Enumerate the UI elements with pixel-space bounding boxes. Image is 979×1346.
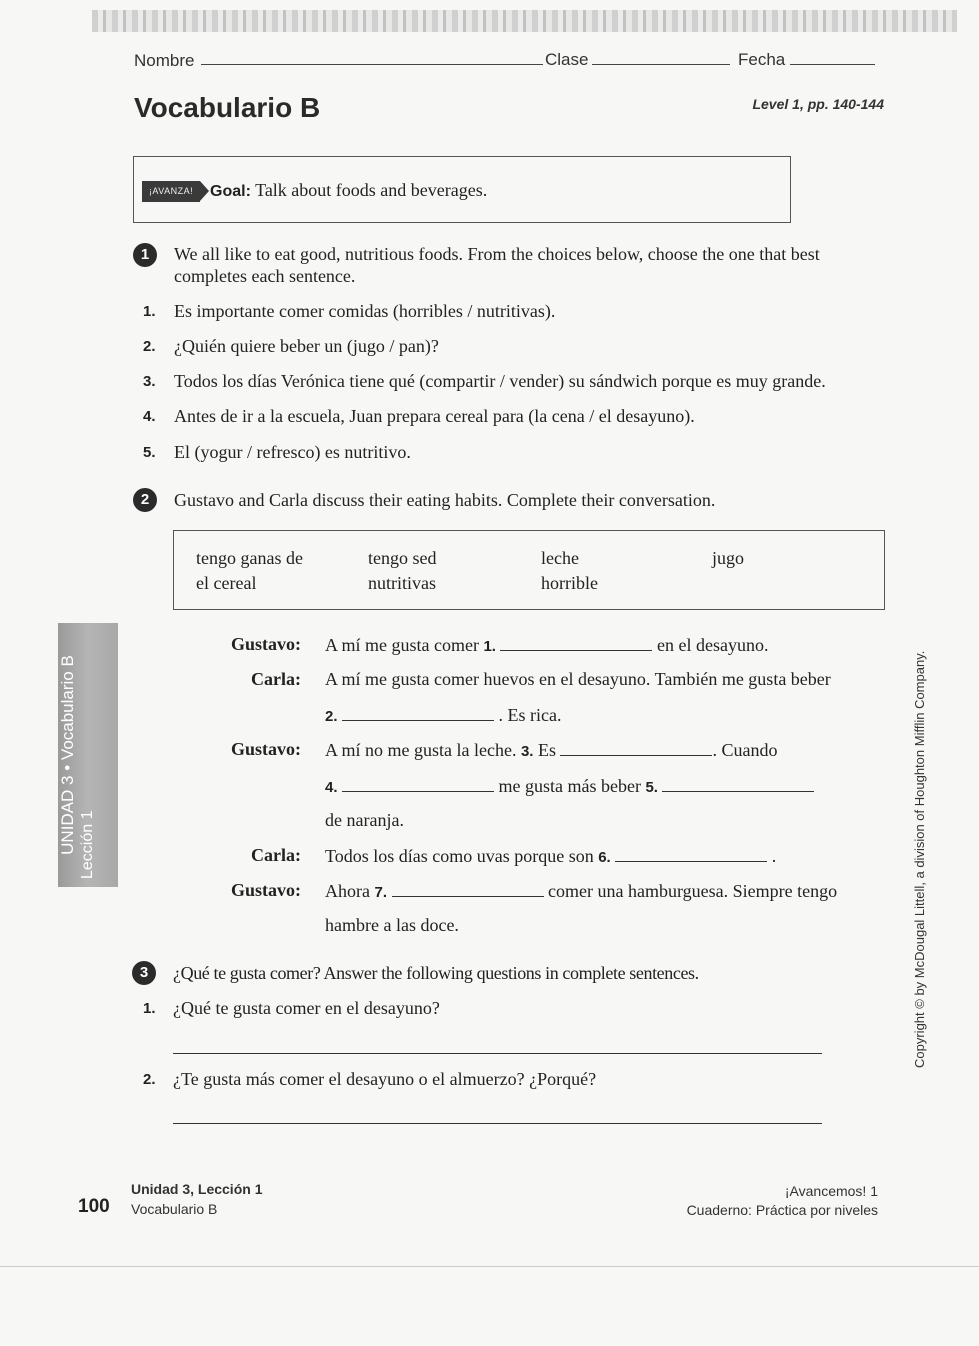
sentence-item[interactable]: Todos los días Verónica tiene qué (compartir / vender) su sándwich porque es muy grande. <box>174 371 826 391</box>
section-3-instructions: ¿Qué te gusta comer? Answer the following questions in complete sentences. <box>173 963 699 983</box>
dialogue-text: A mí me gusta comer <box>325 635 479 655</box>
word-bank-item: el cereal <box>196 573 257 593</box>
sentence-item[interactable]: Es importante comer comidas (horribles / nutritivas). <box>174 301 556 321</box>
dialogue-text: A mí me gusta comer huevos en el desayuno. También me gusta beber <box>325 669 831 689</box>
section-2-number: 2 <box>133 488 157 512</box>
section-2-instructions: Gustavo and Carla discuss their eating habits. Complete their conversation. <box>174 490 716 510</box>
avanza-badge: ¡AVANZA! <box>142 181 200 202</box>
side-tab-vocab: Vocabulario B <box>58 655 77 761</box>
answer-blank-7[interactable] <box>392 880 544 897</box>
item-number: 1. <box>143 303 156 320</box>
footer-vocab: Vocabulario B <box>131 1201 218 1217</box>
side-tab-leccion: Lección 1 <box>79 810 96 879</box>
date-field[interactable] <box>790 64 875 65</box>
answer-line-2[interactable] <box>173 1123 822 1124</box>
footer-book: ¡Avancemos! 1 <box>784 1183 878 1199</box>
item-number: 1. <box>143 1000 156 1017</box>
section-1-instructions-cont: completes each sentence. <box>174 266 356 286</box>
dialogue-text: Todos los días como uvas porque son <box>325 846 594 866</box>
answer-blank-4[interactable] <box>342 775 494 792</box>
dialogue-line <box>325 775 814 797</box>
speaker-carla: Carla: <box>251 669 301 689</box>
dialogue-line <box>325 704 562 726</box>
dialogue-text: Ahora <box>325 881 370 901</box>
answer-blank-6[interactable] <box>615 845 767 862</box>
sentence-item[interactable]: El (yogur / refresco) es nutritivo. <box>174 442 411 462</box>
sentence-item[interactable]: ¿Quién quiere beber un (jugo / pan)? <box>174 336 439 356</box>
speaker-carla: Carla: <box>251 845 301 865</box>
blank-number: 4. <box>325 779 338 796</box>
blank-number: 3. <box>520 743 534 760</box>
blank-number: 6. <box>598 849 611 866</box>
dialogue-text: . Cuando <box>712 740 778 760</box>
goal-description: Talk about foods and beverages. <box>255 180 488 200</box>
dialogue-text: comer una hamburguesa. Siempre tengo <box>548 881 838 901</box>
answer-blank-5[interactable] <box>662 775 814 792</box>
dialogue-text: Es <box>537 740 556 760</box>
side-tab-text <box>58 625 118 885</box>
dialogue-text: . <box>771 846 777 866</box>
question-text: ¿Qué te gusta comer en el desayuno? <box>173 998 440 1018</box>
dialogue-text: A mí no me gusta la leche. <box>325 740 517 760</box>
dialogue-text: . Es rica. <box>498 705 562 725</box>
dialogue-text: de naranja. <box>325 810 404 830</box>
word-bank-item: horrible <box>541 573 598 593</box>
footer-workbook: Cuaderno: Práctica por niveles <box>686 1202 878 1218</box>
goal-label: Goal: <box>210 183 251 200</box>
section-1-number: 1 <box>133 243 157 267</box>
item-number: 3. <box>143 373 156 390</box>
question-text: ¿Te gusta más comer el desayuno o el almuerzo? ¿Porqué? <box>173 1069 597 1089</box>
word-bank-item: tengo ganas de <box>196 548 303 568</box>
page-title: Vocabulario B <box>134 92 321 123</box>
name-field[interactable] <box>201 64 543 65</box>
blank-number: 7. <box>374 884 387 901</box>
dialogue-line <box>325 739 777 761</box>
level-reference: Level 1, pp. 140-144 <box>752 96 884 112</box>
decorative-border <box>92 10 957 32</box>
word-bank-item: jugo <box>712 548 745 568</box>
class-label: Clase <box>545 50 589 69</box>
answer-blank-2[interactable] <box>342 704 494 721</box>
name-label: Nombre <box>134 51 195 70</box>
sentence-item[interactable]: Antes de ir a la escuela, Juan prepara cereal para (la cena / el desayuno). <box>174 406 695 426</box>
side-tab-line-1: UNIDAD 3 • Vocabulario B <box>58 655 77 855</box>
section-3-number: 3 <box>132 961 156 985</box>
dialogue-line <box>325 845 776 867</box>
answer-blank-1[interactable] <box>500 634 652 651</box>
side-tab-unidad: UNIDAD 3 <box>58 775 77 855</box>
chapter-side-tab <box>58 623 118 887</box>
copyright-notice: Copyright © by McDougal Littell, a division of Houghton Mifflin Company. <box>912 650 927 1068</box>
page-number: 100 <box>78 1196 110 1217</box>
dialogue-line <box>325 880 837 902</box>
item-number: 2. <box>143 1071 156 1088</box>
dialogue-text: me gusta más beber <box>498 776 641 796</box>
goal-box <box>133 156 791 223</box>
goal-text <box>210 180 487 201</box>
speaker-gustavo: Gustavo: <box>230 880 301 900</box>
word-bank <box>173 530 885 610</box>
blank-number: 1. <box>483 638 496 655</box>
word-bank-item: nutritivas <box>368 573 436 593</box>
page-edge <box>0 1266 979 1267</box>
date-label: Fecha <box>738 50 786 69</box>
speaker-gustavo: Gustavo: <box>230 739 301 759</box>
answer-blank-3[interactable] <box>560 739 712 756</box>
blank-number: 2. <box>325 708 338 725</box>
speaker-gustavo: Gustavo: <box>230 634 301 654</box>
item-number: 5. <box>143 444 156 461</box>
dialogue-text: en el desayuno. <box>656 635 769 655</box>
dialogue-text: hambre a las doce. <box>325 915 459 935</box>
item-number: 2. <box>143 338 156 355</box>
answer-line-1[interactable] <box>173 1053 822 1054</box>
word-bank-item: leche <box>541 548 579 568</box>
blank-number: 5. <box>645 779 658 796</box>
class-field[interactable] <box>592 64 730 65</box>
footer-unit: Unidad 3, Lección 1 <box>131 1181 263 1197</box>
word-bank-item: tengo sed <box>368 548 437 568</box>
section-1-instructions: We all like to eat good, nutritious foods. From the choices below, choose the one that best <box>174 244 820 264</box>
item-number: 4. <box>143 408 156 425</box>
dialogue-line <box>325 634 768 656</box>
